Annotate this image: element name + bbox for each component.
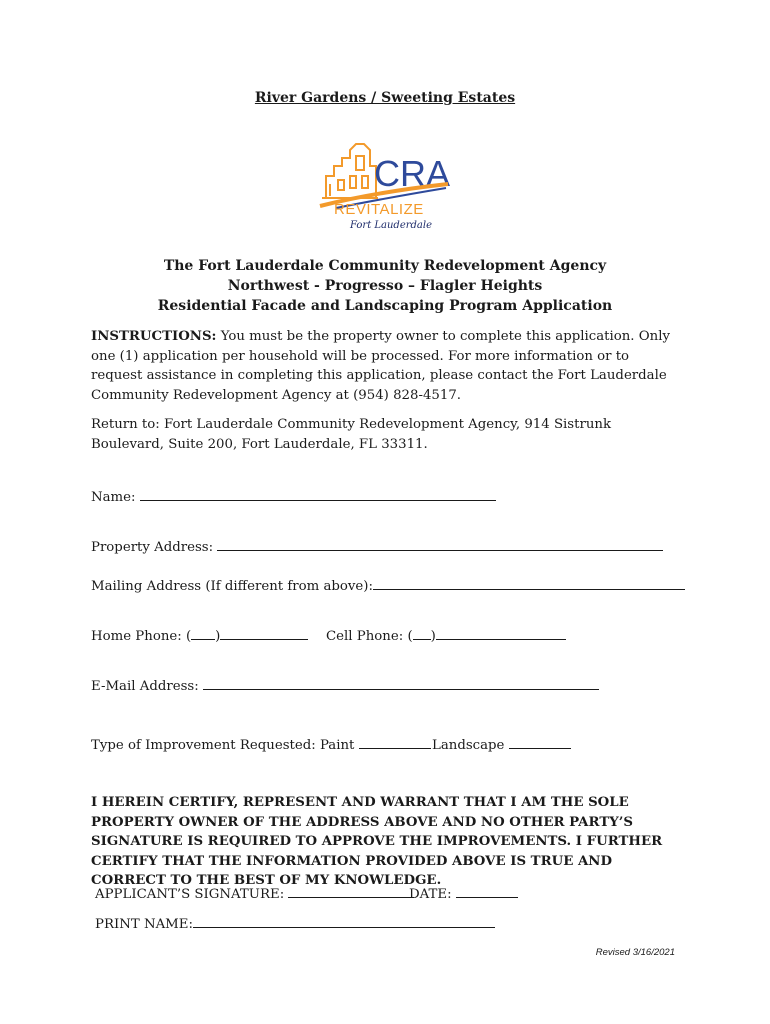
landscape-row <box>432 734 571 753</box>
logo-location-text: Fort Lauderdale <box>350 220 433 231</box>
applicant-signature-line[interactable] <box>288 883 414 898</box>
cra-logo-graphic <box>316 136 456 232</box>
heading-agency: The Fort Lauderdale Community Redevelopment Agency <box>163 258 607 274</box>
name-input-line[interactable] <box>140 486 496 501</box>
cra-logo <box>316 136 456 232</box>
cell-phone-close-paren: ) <box>430 629 436 644</box>
print-name-label: PRINT NAME: <box>95 917 193 932</box>
name-label: Name: <box>91 490 136 505</box>
home-phone-label: Home Phone: <box>91 629 182 644</box>
heading-program: Residential Facade and Landscaping Program Application <box>157 298 613 314</box>
cell-phone-row <box>326 625 566 644</box>
property-address-row <box>91 536 663 555</box>
mailing-address-input-line[interactable] <box>373 575 685 590</box>
cell-phone-area-code-line[interactable] <box>413 625 431 640</box>
email-label: E-Mail Address: <box>91 679 199 694</box>
improvement-paint-label: Type of Improvement Requested: Paint <box>91 738 355 753</box>
property-address-input-line[interactable] <box>217 536 663 551</box>
home-phone-number-line[interactable] <box>220 625 308 640</box>
instructions-paragraph <box>91 327 671 405</box>
date-label: DATE: <box>409 887 452 902</box>
heading-area: Northwest - Progresso – Flagler Heights <box>227 278 543 294</box>
date-input-line[interactable] <box>456 883 518 898</box>
home-phone-area-code-line[interactable] <box>191 625 215 640</box>
cell-phone-number-line[interactable] <box>436 625 566 640</box>
logo-brand-text: CRA <box>374 153 451 194</box>
email-row <box>91 675 599 694</box>
print-name-input-line[interactable] <box>193 913 495 928</box>
cell-phone-open-paren: ( <box>407 629 413 644</box>
home-phone-row <box>91 625 308 644</box>
document-title: River Gardens / Sweeting Estates <box>254 90 516 106</box>
landscape-input-line[interactable] <box>509 734 571 749</box>
instructions-text: You must be the property owner to complete this application. Only one (1) application per household will be processed. For more information or to request assistance in completing this application, please contact the Fort Lauderdale Community Redevelopment Agency at (954) 828-4517. <box>91 329 670 403</box>
date-row <box>409 883 518 902</box>
mailing-address-row <box>91 575 685 594</box>
logo-tagline-text: REVITALIZE <box>334 201 424 218</box>
name-field-row <box>91 486 496 505</box>
certification-statement: I HEREIN CERTIFY, REPRESENT AND WARRANT THAT I AM THE SOLE PROPERTY OWNER OF THE ADDRESS ABOVE AND NO OTHER PARTY’S SIGNATURE IS REQUIRED TO APPROVE THE IMPROVEMENTS. I FURTHER CERTIFY THAT THE INFORMATION PROVIDED ABOVE IS TRUE AND CORRECT TO THE BEST OF MY KNOWLEDGE. <box>91 795 663 888</box>
revised-date: Revised 3/16/2021 <box>595 947 675 958</box>
paint-input-line[interactable] <box>359 734 431 749</box>
home-phone-close-paren: ) <box>215 629 221 644</box>
signature-row <box>95 883 414 902</box>
mailing-address-label: Mailing Address (If different from above): <box>91 579 373 594</box>
landscape-label: Landscape <box>432 738 505 753</box>
return-to-paragraph: Return to: Fort Lauderdale Community Redevelopment Agency, 914 Sistrunk Boulevard, Suite 200, Fort Lauderdale, FL 33311. <box>91 417 612 452</box>
property-address-label: Property Address: <box>91 540 214 555</box>
home-phone-open-paren: ( <box>185 629 192 644</box>
applicant-signature-label: APPLICANT’S SIGNATURE: <box>95 887 285 902</box>
email-input-line[interactable] <box>203 675 599 690</box>
improvement-row <box>91 734 431 753</box>
print-name-row <box>95 913 495 932</box>
instructions-label: INSTRUCTIONS: <box>91 329 217 344</box>
cell-phone-label: Cell Phone: <box>326 629 404 644</box>
